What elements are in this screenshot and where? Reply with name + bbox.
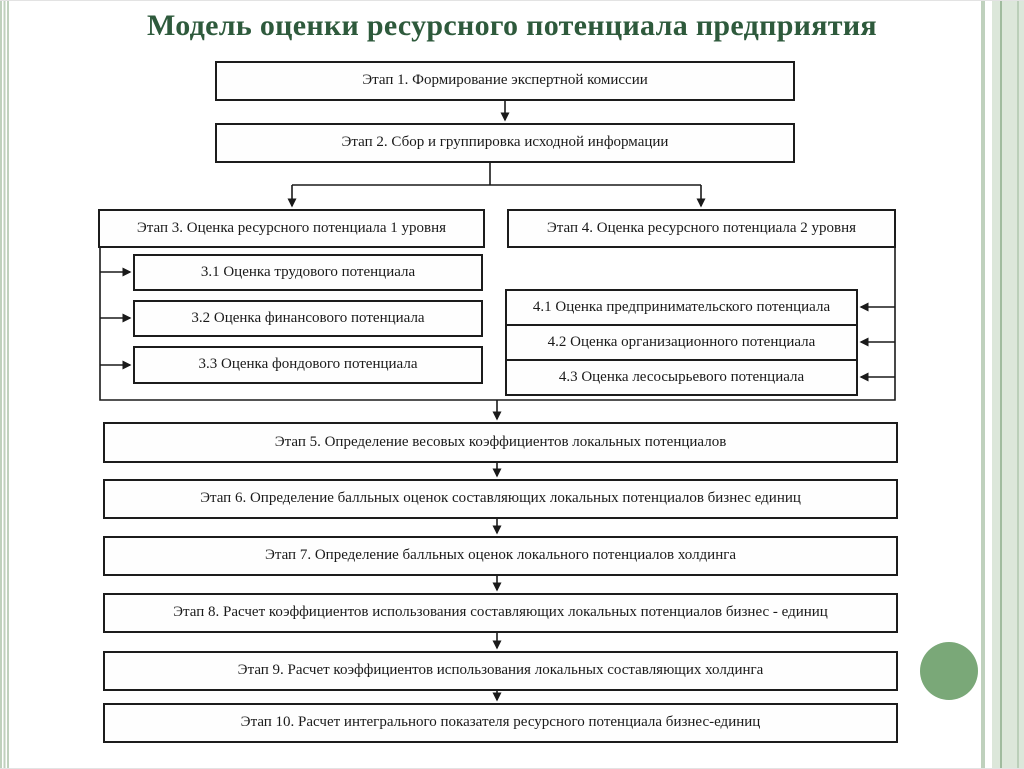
left-edge-stripe [0,1,9,768]
substage-4-1-box: 4.1 Оценка предпринимательского потенциала [505,289,858,326]
stage-5-box: Этап 5. Определение весовых коэффициентов локальных потенциалов [103,422,898,463]
substage-4-3-box: 4.3 Оценка лесосырьевого потенциала [505,359,858,396]
substage-3-2-box: 3.2 Оценка финансового потенциала [133,300,483,337]
stage-7-box: Этап 7. Определение балльных оценок локального потенциалов холдинга [103,536,898,576]
decorative-circle [920,642,978,700]
stage-1-box: Этап 1. Формирование экспертной комиссии [215,61,795,101]
substage-4-2-box: 4.2 Оценка организационного потенциала [505,324,858,361]
stage-10-box: Этап 10. Расчет интегрального показателя ресурсного потенциала бизнес-единиц [103,703,898,743]
right-edge-stripe [981,1,985,768]
stage-6-box: Этап 6. Определение балльных оценок составляющих локальных потенциалов бизнес единиц [103,479,898,519]
right-edge-panel [992,1,1024,768]
right-panel-line [1000,1,1002,768]
stage-2-box: Этап 2. Сбор и группировка исходной информации [215,123,795,163]
right-panel-line [1017,1,1019,768]
stage-3-box: Этап 3. Оценка ресурсного потенциала 1 уровня [98,209,485,248]
page-title: Модель оценки ресурсного потенциала предприятия [147,9,877,42]
stage-8-box: Этап 8. Расчет коэффициентов использования составляющих локальных потенциалов бизнес - единиц [103,593,898,633]
stage-9-box: Этап 9. Расчет коэффициентов использования локальных составляющих холдинга [103,651,898,691]
stage-4-box: Этап 4. Оценка ресурсного потенциала 2 уровня [507,209,896,248]
substage-3-3-box: 3.3 Оценка фондового потенциала [133,346,483,384]
substage-3-1-box: 3.1 Оценка трудового потенциала [133,254,483,291]
